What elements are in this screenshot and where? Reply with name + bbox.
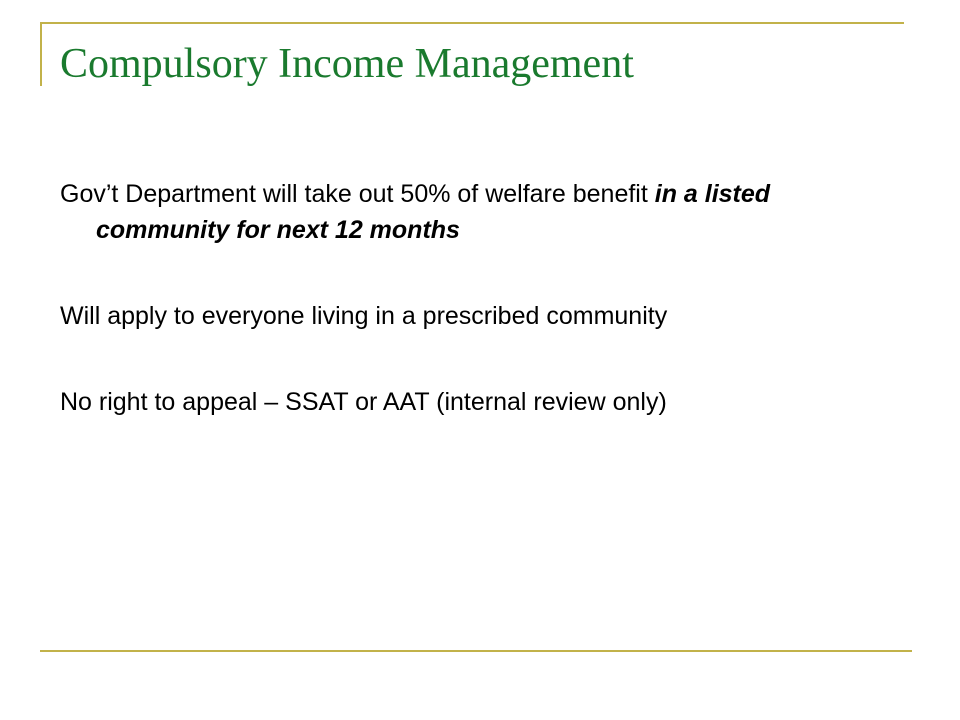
- slide-title: Compulsory Income Management: [60, 41, 634, 87]
- bullet-list: [60, 176, 880, 470]
- top-decorative-rule: [40, 22, 904, 24]
- bullet-point-2: [60, 298, 880, 334]
- bullet-point-3: [60, 384, 880, 420]
- bullet-point-1-text: Gov’t Department will take out 50% of welfare benefit: [60, 180, 655, 208]
- bullet-point-3-text: No right to appeal – SSAT or AAT (internal review only): [60, 388, 667, 416]
- bottom-decorative-rule: [40, 650, 912, 652]
- left-decorative-rule: [40, 22, 42, 86]
- bullet-point-2-text: Will apply to everyone living in a prescribed community: [60, 302, 668, 330]
- bullet-point-1: [60, 176, 880, 248]
- bullet-point-1-emphasis: in a listed community for next 12 months: [96, 180, 771, 244]
